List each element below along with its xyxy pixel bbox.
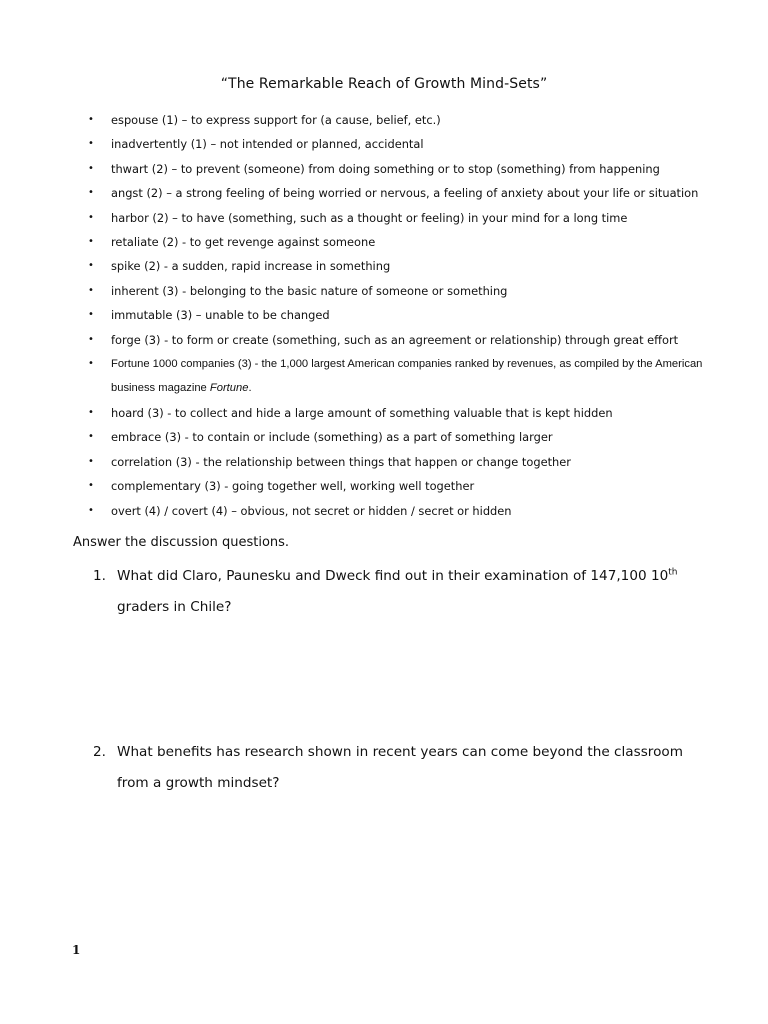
bullet-icon: • bbox=[88, 260, 94, 272]
instructions-text: Answer the discussion questions. bbox=[73, 535, 290, 550]
vocabulary-list bbox=[88, 108, 708, 523]
list-item bbox=[88, 230, 708, 254]
list-item bbox=[88, 474, 708, 498]
vocab-entry: correlation (3) - the relationship between things that happen or change together bbox=[111, 454, 571, 469]
vocab-entry: inadvertently (1) – not intended or planned, accidental bbox=[111, 137, 424, 152]
list-item bbox=[88, 450, 708, 474]
question-number: 1. bbox=[93, 568, 106, 584]
vocab-entry: angst (2) – a strong feeling of being worried or nervous, a feeling of anxiety about your life or situation bbox=[111, 186, 699, 201]
list-item bbox=[88, 401, 708, 425]
bullet-icon: • bbox=[88, 138, 94, 150]
list-item bbox=[88, 499, 708, 523]
bullet-icon: • bbox=[88, 480, 94, 492]
vocab-entry: spike (2) - a sudden, rapid increase in something bbox=[111, 259, 391, 274]
bullet-icon: • bbox=[88, 406, 94, 418]
list-item bbox=[88, 132, 708, 156]
list-item bbox=[88, 279, 708, 303]
list-item bbox=[88, 303, 708, 327]
list-item bbox=[88, 108, 708, 132]
question-text-part: graders in Chile? bbox=[117, 598, 232, 615]
bullet-icon: • bbox=[88, 358, 94, 370]
list-item bbox=[88, 206, 708, 230]
vocab-entry: harbor (2) – to have (something, such as a thought or feeling) in your mind for a long time bbox=[111, 210, 628, 225]
vocab-entry: immutable (3) – unable to be changed bbox=[111, 308, 330, 323]
question-1 bbox=[93, 561, 703, 622]
list-item bbox=[88, 352, 708, 401]
vocab-entry-text: Fortune 1000 companies (3) - the 1,000 largest American companies ranked by revenues, as compiled by the American business magazine bbox=[111, 358, 703, 395]
question-text: What benefits has research shown in recent years can come beyond the classroom from a growth mindset? bbox=[117, 744, 683, 791]
vocab-entry: embrace (3) - to contain or include (something) as a part of something larger bbox=[111, 430, 553, 445]
bullet-icon: • bbox=[88, 309, 94, 321]
list-item bbox=[88, 181, 708, 205]
list-item bbox=[88, 157, 708, 181]
vocab-entry: espouse (1) – to express support for (a cause, belief, etc.) bbox=[111, 113, 441, 127]
question-number: 2. bbox=[93, 744, 106, 760]
vocab-entry bbox=[111, 358, 702, 394]
question-text-part: What did Claro, Paunesku and Dweck find out in their examination of 147,100 10 bbox=[117, 568, 669, 584]
bullet-icon: • bbox=[88, 187, 94, 199]
page-number: 1 bbox=[72, 943, 81, 957]
bullet-icon: • bbox=[88, 162, 94, 174]
vocab-entry-suffix: . bbox=[248, 382, 252, 395]
vocab-entry-italic: Fortune bbox=[209, 382, 249, 395]
bullet-icon: • bbox=[88, 236, 94, 248]
bullet-icon: • bbox=[88, 114, 94, 125]
vocab-entry: hoard (3) - to collect and hide a large amount of something valuable that is kept hidden bbox=[111, 405, 613, 420]
list-item bbox=[88, 425, 708, 449]
question-text bbox=[93, 561, 703, 622]
bullet-icon: • bbox=[88, 455, 94, 467]
ordinal-suffix: th bbox=[668, 567, 678, 578]
vocab-entry: inherent (3) - belonging to the basic nature of someone or something bbox=[111, 283, 508, 298]
question-2 bbox=[93, 737, 703, 798]
bullet-icon: • bbox=[88, 431, 94, 443]
bullet-icon: • bbox=[88, 333, 94, 345]
bullet-icon: • bbox=[88, 504, 94, 516]
vocab-entry: overt (4) / covert (4) – obvious, not secret or hidden / secret or hidden bbox=[111, 503, 512, 518]
list-item bbox=[88, 328, 708, 352]
document-title: “The Remarkable Reach of Growth Mind-Sets” bbox=[220, 76, 548, 92]
vocab-entry: forge (3) - to form or create (something, such as an agreement or relationship) through great effort bbox=[111, 332, 679, 347]
bullet-icon: • bbox=[88, 211, 94, 223]
vocab-entry: complementary (3) - going together well, working well together bbox=[111, 479, 475, 494]
list-item bbox=[88, 254, 708, 278]
vocab-entry: thwart (2) – to prevent (someone) from doing something or to stop (something) from happening bbox=[111, 161, 660, 176]
bullet-icon: • bbox=[88, 284, 94, 296]
vocab-entry: retaliate (2) - to get revenge against someone bbox=[111, 235, 376, 250]
